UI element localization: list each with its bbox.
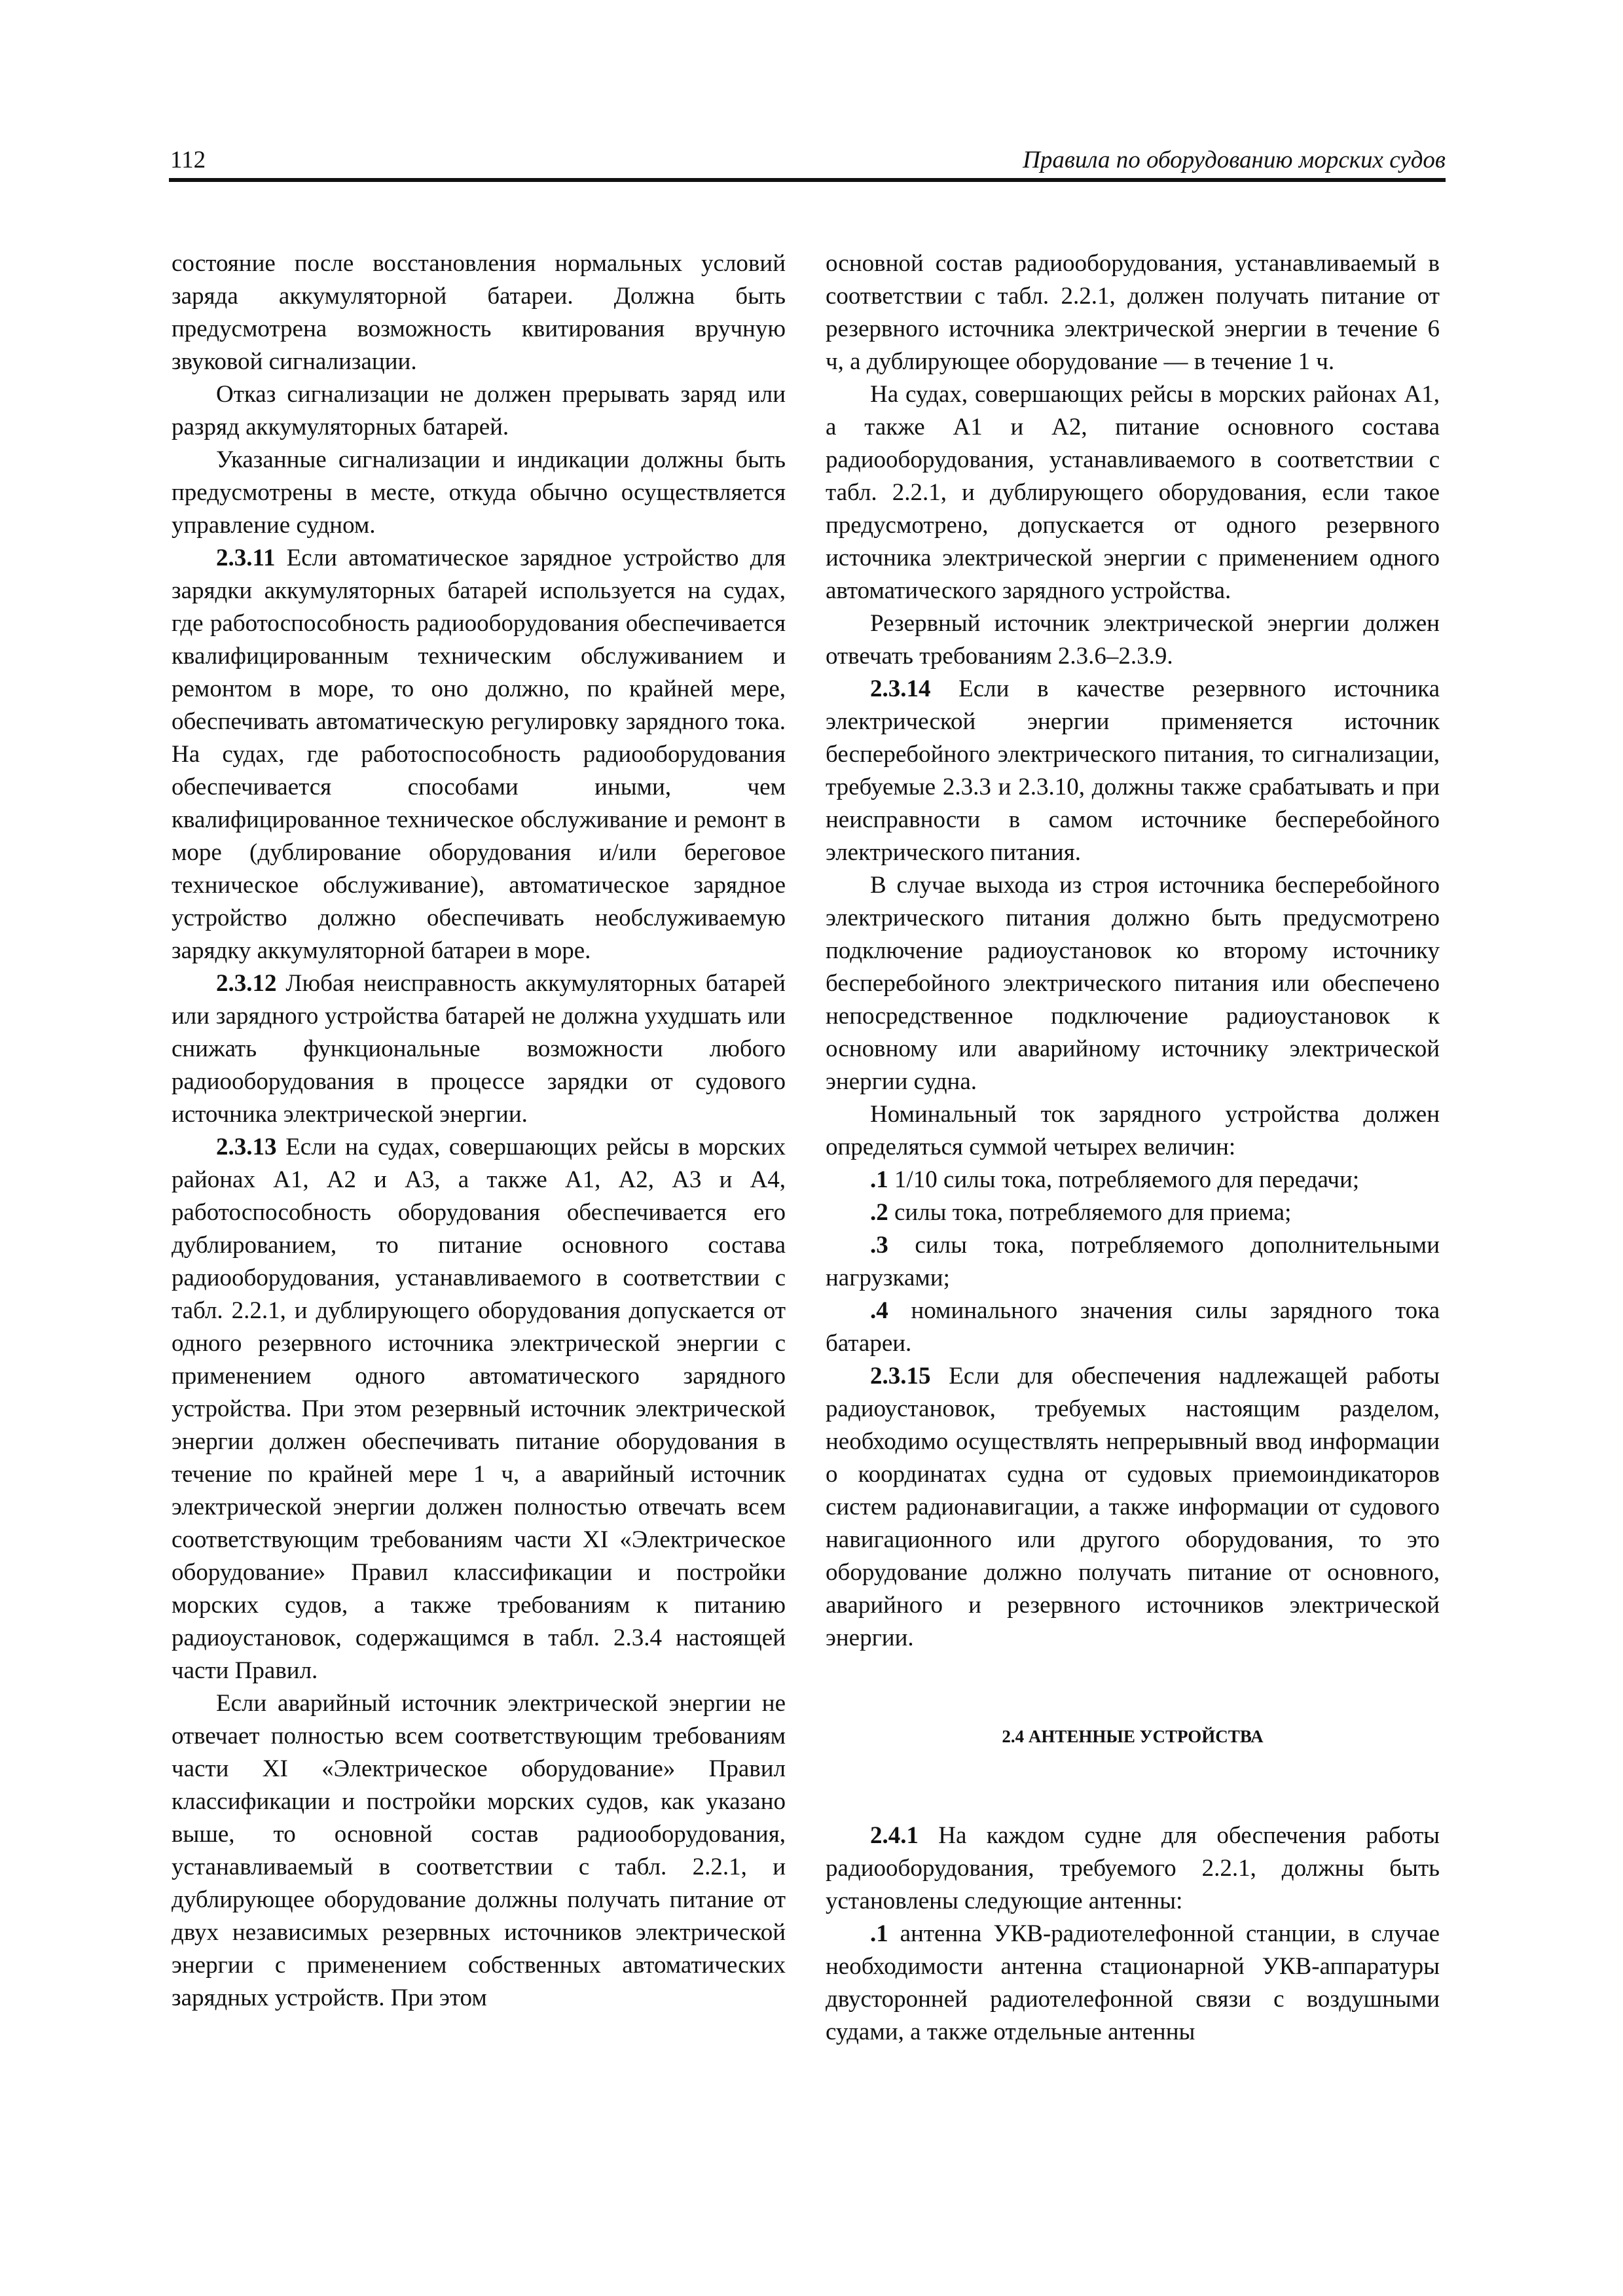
- clause-2-3-15: [826, 1360, 1440, 1655]
- paragraph: На судах, совершающих рейсы в морских районах А1, а также А1 и А2, питание основного состава радиооборудования, устанавливаемого в соответствии с табл. 2.2.1, и дублирующего оборудования, если такое предусмотрено, допускается от одного резервного источника электрической энергии с применением одного автоматического зарядного устройства.: [826, 381, 1440, 604]
- list-item-number: .2: [870, 1199, 888, 1226]
- list-item: [826, 1229, 1440, 1295]
- clause-number: 2.4.1: [870, 1822, 919, 1849]
- clause-text: Если в качестве резервного источника электрической энергии применяется источник бесперебойного электрического питания, то сигнализации, требуемые 2.3.3 и 2.3.10, должны также срабатывать и при неисправности в самом источнике бесперебойного электрического питания.: [826, 675, 1440, 866]
- clause-number: 2.3.13: [216, 1134, 277, 1160]
- paragraph: Отказ сигнализации не должен прерывать заряд или разряд аккумуляторных батарей.: [172, 381, 786, 440]
- clause-2-3-14: [826, 673, 1440, 869]
- list-item: [826, 1164, 1440, 1196]
- running-title: Правила по оборудованию морских судов: [1023, 147, 1446, 173]
- list-item-text: номинального значения силы зарядного тока батареи.: [826, 1297, 1440, 1357]
- paragraph: Если аварийный источник электрической энергии не отвечает полностью всем соответствующим требованиям части XI «Электрическое оборудование» Правил классификации и постройки морских судов, как указано выше, то основной состав радиооборудования, устанавливаемый в соответствии с табл. 2.2.1, и дублирующее оборудование должны получать питание от двух независимых резервных источников электрической энергии с применением собственных автоматических зарядных устройств. При этом: [172, 1690, 786, 2011]
- list-item-number: .3: [870, 1232, 888, 1259]
- clause-text: Если для обеспечения надлежащей работы радиоустановок, требуемых настоящим разделом, необходимо осуществлять непрерывный ввод информации о координатах судна от судовых приемоиндикаторов систем радионавигации, а также информации от судового навигационного или другого оборудования, то это оборудование должно получать питание от основного, аварийного и резервного источников электрической энергии.: [826, 1363, 1440, 1651]
- paragraph: основной состав радиооборудования, устанавливаемый в соответствии с табл. 2.2.1, должен получать питание от резервного источника электрической энергии в течение 6 ч, а дублирующее оборудование — в течение 1 ч.: [826, 250, 1440, 375]
- list-item-number: .4: [870, 1297, 888, 1324]
- clause-text: Если автоматическое зарядное устройство для зарядки аккумуляторных батарей используется на судах, где работоспособность радиооборудования обеспечивается квалифицированным техническим обслуживанием и ремонтом в море, то оно должно, по крайней мере, обеспечивать автоматическую регулировку зарядного тока. На судах, где работоспособность радиооборудования обеспечивается способами иными, чем квалифицированное техническое обслуживание и ремонт в море (дублирование оборудования и/или береговое техническое обслуживание), автоматическое зарядное устройство должно обеспечивать необслуживаемую зарядку аккумуляторной батареи в море.: [172, 545, 786, 964]
- section-heading: 2.4 АНТЕННЫЕ УСТРОЙСТВА: [1002, 1727, 1264, 1746]
- paragraph: состояние после восстановления нормальных условий заряда аккумуляторной батареи. Должна быть предусмотрена возможность квитирования вручную звуковой сигнализации.: [172, 250, 786, 375]
- list-item-text: силы тока, потребляемого для приема;: [894, 1199, 1292, 1226]
- clause-2-4-1: [826, 1820, 1440, 1918]
- list-item: [826, 1196, 1440, 1229]
- page-number: 112: [170, 147, 206, 173]
- list-item-text: силы тока, потребляемого дополнительными нагрузками;: [826, 1232, 1440, 1291]
- list-item: [826, 1918, 1440, 2049]
- clause-text: На каждом судне для обеспечения работы радиооборудования, требуемого 2.2.1, должны быть установлены следующие антенны:: [826, 1822, 1440, 1914]
- clause-text: Любая неисправность аккумуляторных батарей или зарядного устройства батарей не должна ухудшать или снижать функциональные возможности любого радиооборудования в процессе зарядки от судового источника электрической энергии.: [172, 970, 786, 1128]
- clause-number: 2.3.12: [216, 970, 277, 997]
- clause-2-3-13: [172, 1131, 786, 1687]
- left-column: [172, 247, 786, 2015]
- right-column: [826, 247, 1440, 2049]
- clause-text: Если на судах, совершающих рейсы в морских районах А1, А2 и А3, а также А1, А2, А3 и А4, работоспособность оборудования обеспечивается его дублированием, то питание основного состава радиооборудования, устанавливаемого в соответствии с табл. 2.2.1, и дублирующего оборудования допускается от одного резервного источника электрической энергии с применением одного автоматического зарядного устройства. При этом резервный источник электрической энергии должен обеспечивать питание оборудования в течение по крайней мере 1 ч, а аварийный источник электрической энергии должен полностью отвечать всем соответствующим требованиям части XI «Электрическое оборудование» Правил классификации и постройки морских судов, а также требованиям к питанию радиоустановок, содержащимся в табл. 2.3.4 настоящей части Правил.: [172, 1134, 786, 1684]
- paragraph: Номинальный ток зарядного устройства должен определяться суммой четырех величин:: [826, 1101, 1440, 1160]
- list-item-text: 1/10 силы тока, потребляемого для передачи;: [894, 1166, 1360, 1193]
- clause-number: 2.3.11: [216, 545, 276, 571]
- paragraph: Указанные сигнализации и индикации должны быть предусмотрены в месте, откуда обычно осуществляется управление судном.: [172, 446, 786, 539]
- list-item-number: .1: [870, 1166, 888, 1193]
- list-item: [826, 1295, 1440, 1360]
- clause-number: 2.3.14: [870, 675, 931, 702]
- clause-2-3-12: [172, 967, 786, 1131]
- paragraph: Резервный источник электрической энергии должен отвечать требованиям 2.3.6–2.3.9.: [826, 610, 1440, 670]
- clause-number: 2.3.15: [870, 1363, 931, 1390]
- clause-2-3-11: [172, 542, 786, 967]
- page-header: [169, 144, 1446, 182]
- list-item-number: .1: [870, 1920, 888, 1947]
- list-item-text: антенна УКВ-радиотелефонной станции, в случае необходимости антенна стационарной УКВ-аппаратуры двусторонней радиотелефонной связи с воздушными судами, а также отдельные антенны: [826, 1920, 1440, 2045]
- paragraph: В случае выхода из строя источника бесперебойного электрического питания должно быть предусмотрено подключение радиоустановок ко второму источнику бесперебойного электрического питания или обеспечено непосредственное подключение радиоустановок к основному или аварийному источнику электрической энергии судна.: [826, 872, 1440, 1095]
